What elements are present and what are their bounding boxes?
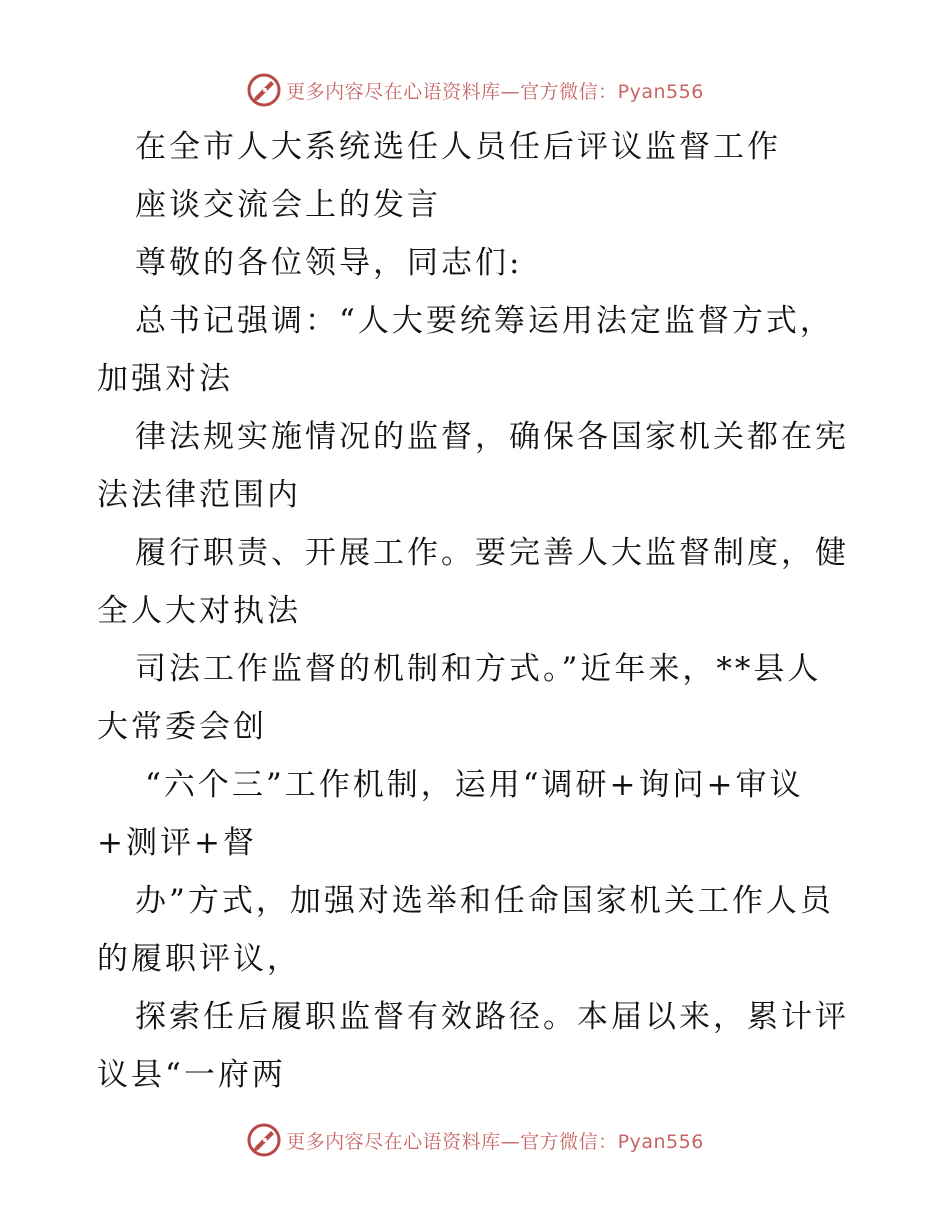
pen-logo-icon — [246, 72, 282, 108]
watermark-text: 更多内容尽在心语资料库—官方微信：Pyan556 — [286, 1130, 704, 1153]
paragraph-line: 履行职责、开展工作。要完善人大监督制度，健 — [135, 535, 849, 571]
document-body — [97, 118, 857, 1104]
paragraph-line: +测评+督 — [97, 825, 257, 861]
paragraph-line: 法法律范围内 — [97, 477, 301, 513]
footer-watermark — [0, 1118, 950, 1162]
pen-logo-icon — [246, 1122, 282, 1158]
paragraph-line: 探索任后履职监督有效路径。本届以来，累计评 — [135, 999, 849, 1035]
paragraph-line: 议县“一府两 — [97, 1057, 286, 1093]
paragraph-line: 司法工作监督的机制和方式。”近年来，**县人 — [135, 651, 822, 687]
watermark-text: 更多内容尽在心语资料库—官方微信：Pyan556 — [286, 80, 704, 103]
paragraph-line: 律法规实施情况的监督，确保各国家机关都在宪 — [135, 419, 849, 455]
title-line-2: 座谈交流会上的发言 — [135, 187, 441, 223]
paragraph-line: 办”方式，加强对选举和任命国家机关工作人员 — [135, 883, 834, 919]
salutation: 尊敬的各位领导，同志们: — [135, 245, 523, 281]
paragraph-line: 的履职评议， — [97, 941, 301, 977]
title-line-1: 在全市人大系统选任人员任后评议监督工作 — [135, 129, 781, 165]
paragraph-line: 全人大对执法 — [97, 593, 301, 629]
paragraph-line: 加强对法 — [97, 361, 233, 397]
paragraph-line: “六个三”工作机制，运用“调研+询问+审议 — [145, 767, 804, 803]
header-watermark — [0, 68, 950, 112]
paragraph-line: 大常委会创 — [97, 709, 267, 745]
paragraph-line: 总书记强调：“人大要统筹运用法定监督方式， — [135, 303, 834, 339]
